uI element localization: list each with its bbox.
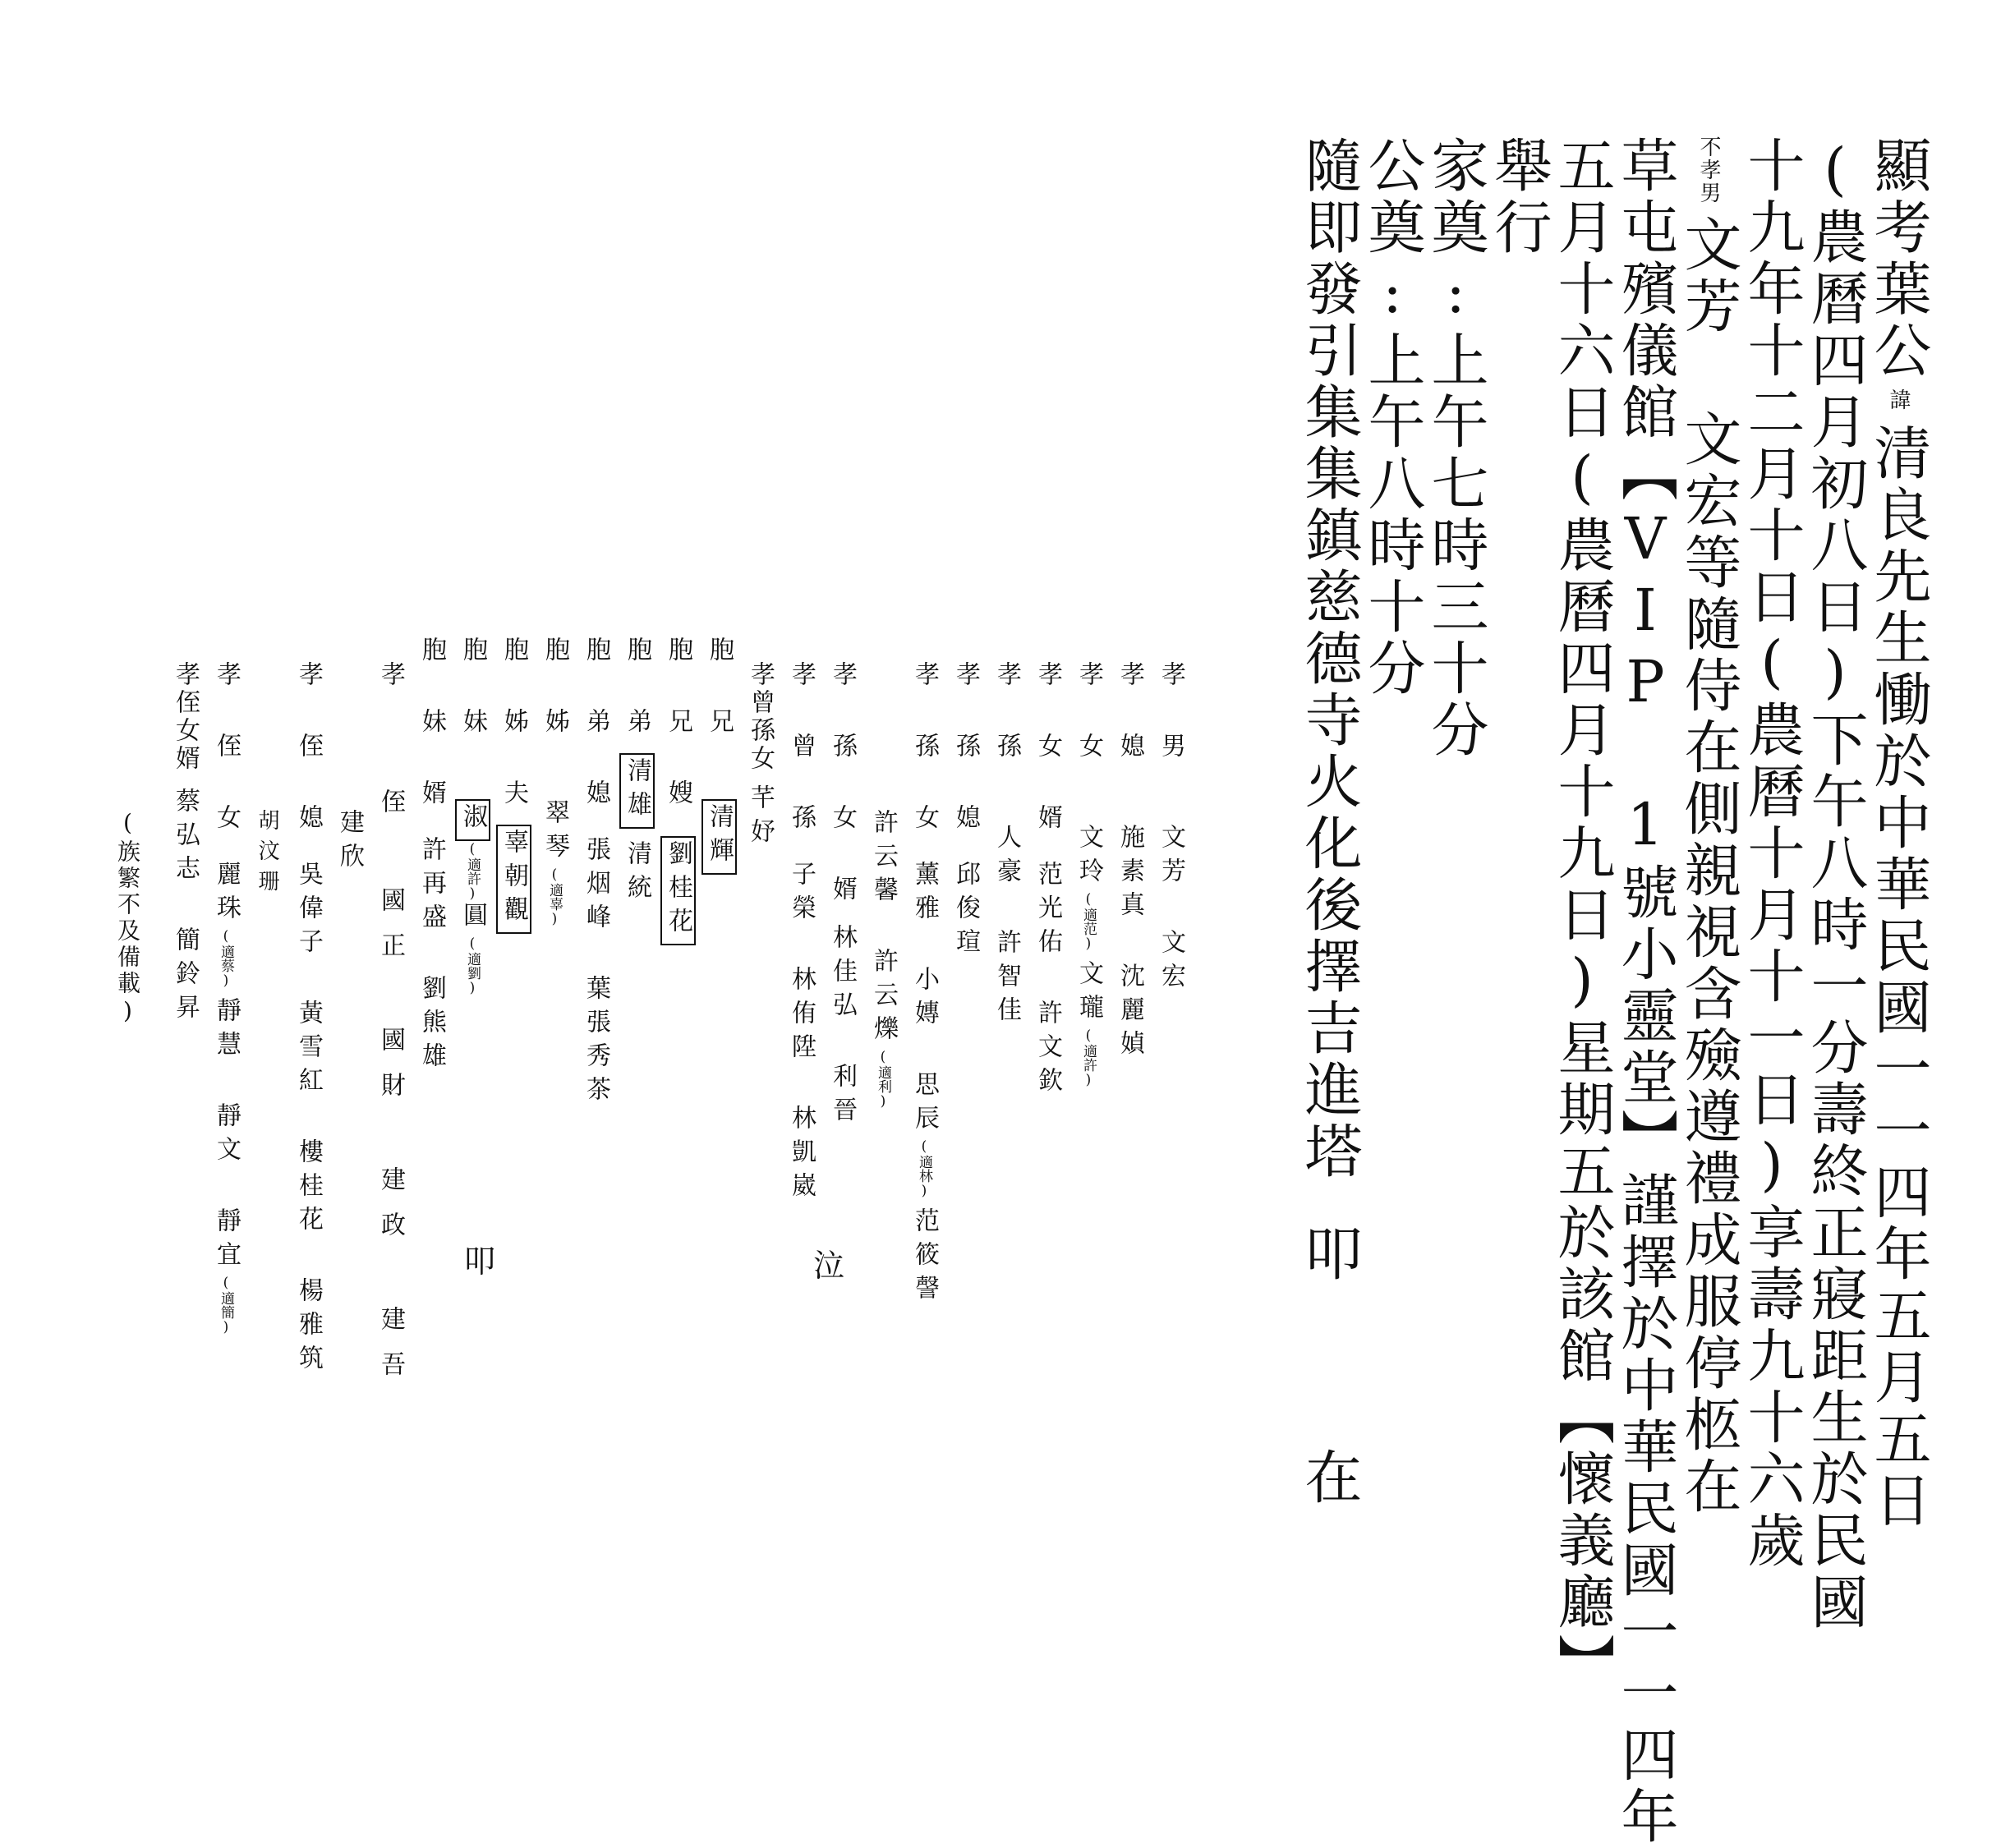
family-row-8: [869, 809, 898, 1110]
member-names: 芊妤: [746, 784, 775, 852]
member-names: 建欣: [335, 809, 364, 876]
deceased-member-name: 辜朝觀: [496, 825, 531, 934]
relation-label: 孝 女 婿: [1033, 661, 1062, 838]
relation-label: 孝 侄 媳: [294, 661, 323, 838]
relation-label: 孝 女: [1074, 661, 1103, 766]
family-row-1: [1158, 661, 1183, 996]
family-row-10: [787, 661, 816, 1206]
deceased-member-name: 淑: [455, 799, 490, 841]
relation-label: 孝 侄 女: [212, 661, 241, 838]
deceased-member-name: 清輝: [702, 799, 737, 875]
relation-label: 胞 妹 婿: [417, 637, 446, 813]
member-names: 胡汶珊: [255, 809, 279, 900]
sons-names: 文芳 文宏: [1675, 214, 1742, 532]
extended-family-note: (族繁不及備載): [114, 809, 141, 1027]
main-line-1: [1865, 136, 1932, 1532]
family-row-18: [460, 637, 485, 996]
member-names: 林佳弘 利晉: [828, 924, 857, 1130]
relation-label: 胞 弟 媳: [582, 637, 610, 813]
member-name: 范筱謦: [910, 1207, 939, 1308]
family-row-13: [665, 637, 690, 945]
family-row-5: [994, 661, 1019, 1030]
married-note: (適許): [1080, 1027, 1097, 1088]
family-row-6: [953, 661, 978, 962]
member-name: 翠琴: [540, 799, 569, 867]
member-names: 國正 國財 建政 建吾: [376, 887, 405, 1396]
member-names: 許云馨 許云爍: [869, 809, 898, 1049]
member-names: 靜慧 靜文 靜宜: [212, 997, 241, 1275]
relation-label: 胞 姊: [540, 637, 569, 742]
member-names: 人豪 許智佳: [992, 824, 1021, 1030]
family-row-17: [501, 637, 526, 934]
family-row-16: [542, 637, 567, 927]
member-names: 張烟峰 葉張秀茶: [582, 836, 610, 1110]
member-names: 文芳 文宏: [1157, 824, 1185, 996]
relation-label: 胞 兄: [705, 637, 734, 742]
member-names: 施素真 沈麗媜: [1116, 824, 1144, 1064]
family-row-2: [1117, 661, 1142, 1064]
main-line-2: (農曆四月初八日)下午八時一分壽終正寢距生於民國: [1801, 136, 1869, 1634]
deceased-name-date: 清良先生慟於中華民國一一四年五月五日: [1865, 423, 1932, 1532]
unfilial-son-label: 不孝男: [1696, 136, 1721, 205]
member-name: 文瓏: [1074, 960, 1103, 1027]
member-names: 蔡弘志 簡鈴昇: [171, 788, 200, 1027]
main-line-6: [1548, 136, 1616, 1695]
married-note: (適利): [875, 1049, 891, 1110]
relation-label: 孝 曾 孫: [787, 661, 816, 838]
main-line-5: [1612, 136, 1679, 1848]
main-line-4: [1675, 136, 1742, 1518]
main-line-9: 公奠:上午八時十分: [1359, 136, 1426, 700]
family-row-21: [335, 809, 364, 876]
funeral-arrangement: 等隨侍在側親視含殮遵禮成服停柩在: [1675, 532, 1742, 1518]
member-names: 許再盛 劉熊雄: [417, 836, 446, 1076]
member-name: 麗珠: [212, 861, 241, 928]
member-names: 邱俊瑄: [951, 861, 980, 962]
family-row-12: [705, 637, 734, 875]
relation-label: 孝 孫: [992, 661, 1021, 766]
member-names: 薰雅 小嫥 思辰: [910, 861, 939, 1138]
ceremony-hall: 【懷義廳】: [1548, 1387, 1616, 1695]
closing-phrase: 叩 在: [1295, 1224, 1363, 1554]
main-line-8: 家奠:上午七時三十分: [1422, 136, 1489, 761]
member-name: 圓: [458, 902, 487, 935]
married-note: (適劉): [464, 935, 481, 996]
member-names: 子榮 林侑陞 林凱崴: [787, 861, 816, 1206]
deceased-title: 顯考葉公: [1865, 136, 1932, 382]
member-name: 文玲: [1074, 824, 1103, 891]
family-row-22: [255, 809, 279, 900]
married-note: (適林): [916, 1138, 932, 1199]
family-row-19: [419, 637, 444, 1076]
family-row-3: [1076, 661, 1101, 1088]
married-note: (適簡): [218, 1275, 234, 1335]
deceased-member-name: 劉桂花: [660, 836, 696, 945]
date-prefix: 謹擇於中華民國一一四年: [1612, 1170, 1679, 1848]
family-row-24: [212, 661, 241, 1335]
relation-label: 胞 姊 夫: [499, 637, 528, 813]
main-line-3: 十九年十二月十日(農曆十月十一日)享壽九十六歲: [1738, 136, 1806, 1572]
main-line-7: 舉行: [1485, 136, 1552, 259]
relation-label: 胞 妹: [458, 637, 487, 742]
vip-hall: 【VIP 1號小靈堂】: [1612, 444, 1679, 1170]
family-row-20: [376, 661, 405, 1396]
cremation-info: 隨即發引集集鎮慈德寺火化後擇吉進塔: [1295, 136, 1363, 1183]
member-names: 范光佑 許文欽: [1033, 861, 1062, 1101]
funeral-home: 草屯殯儀館: [1612, 136, 1679, 444]
relation-label: 孝 侄: [376, 661, 405, 850]
relation-label: 孝 男: [1157, 661, 1185, 766]
relation-label: 孝 媳: [1116, 661, 1144, 766]
member-names: 清統: [623, 840, 651, 908]
deceased-member-name: 清雄: [619, 753, 655, 829]
family-row-4: [1035, 661, 1060, 1101]
member-names: 吳偉子 黃雪紅 樓桂花 楊雅筑: [294, 861, 323, 1378]
kowtow-mark: 叩: [464, 1243, 496, 1280]
relation-label: 胞 兄 嫂: [664, 637, 692, 813]
family-row-9: [828, 661, 857, 1130]
family-row-14: [624, 637, 649, 908]
married-note: (適辜): [546, 867, 563, 927]
family-row-7: [910, 661, 939, 1308]
family-row-25: [171, 661, 200, 1027]
service-date: 五月十六日(農曆四月十九日)星期五於該館: [1548, 136, 1616, 1387]
weep-mark: 泣: [813, 1248, 845, 1284]
family-row-11: [746, 661, 775, 852]
relation-label: 胞 弟: [623, 637, 651, 742]
family-row-23: [294, 661, 323, 1378]
main-line-10: [1295, 136, 1363, 1554]
married-note: (適范): [1080, 891, 1097, 952]
relation-label: 孝曾孫女: [746, 661, 775, 773]
married-note: (適蔡): [218, 928, 234, 989]
hui-char: 諱: [1886, 388, 1911, 411]
relation-label: 孝侄女婿: [171, 661, 200, 773]
relation-label: 孝 孫 媳: [951, 661, 980, 838]
married-note: (適許): [464, 841, 481, 902]
family-row-15: [583, 637, 608, 1110]
relation-label: 孝 孫 女: [910, 661, 939, 838]
relation-label: 孝 孫 女 婿: [828, 661, 857, 909]
family-note: [115, 809, 140, 1027]
